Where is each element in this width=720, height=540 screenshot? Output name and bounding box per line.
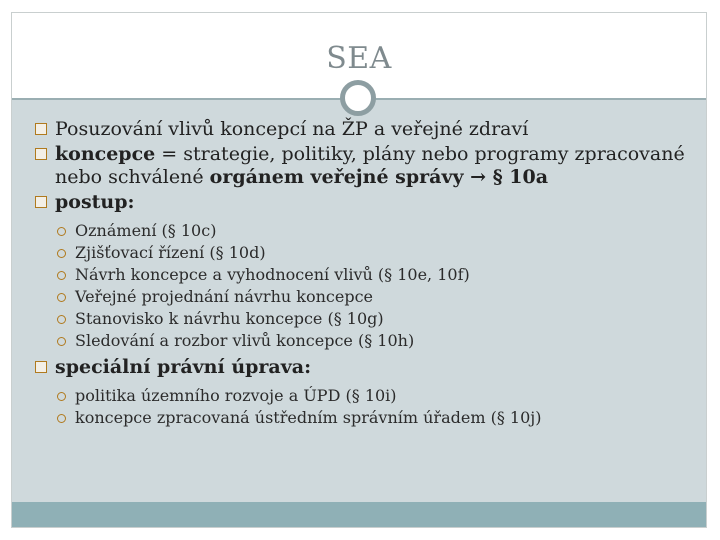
sub-item (53, 286, 695, 308)
sub-item (53, 385, 695, 407)
bullet-bold-ref: orgánem veřejné správy → § 10a (209, 166, 549, 188)
slide-title: SEA (326, 41, 392, 76)
bullet-bold-term: koncepce (55, 143, 156, 165)
sub-item-text: Zjišťovací řízení (§ 10d) (75, 243, 266, 262)
postup-sublist (53, 220, 695, 352)
sub-item-text: Sledování a rozbor vlivů koncepce (§ 10h) (75, 331, 415, 350)
special-sublist (53, 385, 695, 429)
circle-bullet-icon (57, 249, 66, 258)
bullet-item-3 (35, 191, 695, 214)
bullet-item-1 (35, 118, 695, 141)
circle-bullet-icon (57, 315, 66, 324)
sub-item (53, 330, 695, 352)
sub-item-text: koncepce zpracovaná ústředním správním úřadem (§ 10j) (75, 408, 542, 427)
bullet-text: Posuzování vlivů koncepcí na ŽP a veřejné zdraví (55, 118, 529, 140)
bullet-item-2 (35, 143, 695, 189)
sub-item-text: Návrh koncepce a vyhodnocení vlivů (§ 10e, 10f) (75, 265, 470, 284)
square-bullet-icon (35, 361, 47, 373)
circle-bullet-icon (57, 271, 66, 280)
square-bullet-icon (35, 196, 47, 208)
sub-item (53, 308, 695, 330)
square-bullet-icon (35, 148, 47, 160)
sub-item (53, 407, 695, 429)
circle-bullet-icon (57, 293, 66, 302)
sub-item-text: Veřejné projednání návrhu koncepce (75, 287, 373, 306)
sub-item (53, 264, 695, 286)
bullet-bold-term: speciální právní úprava: (55, 356, 312, 378)
footer-bar (12, 502, 706, 527)
sub-item-text: Oznámení (§ 10c) (75, 221, 217, 240)
circle-bullet-icon (57, 337, 66, 346)
circle-bullet-icon (57, 227, 66, 236)
bullet-item-4 (35, 356, 695, 379)
bullet-bold-term: postup: (55, 191, 135, 213)
sub-item-text: Stanovisko k návrhu koncepce (§ 10g) (75, 309, 384, 328)
sub-item-text: politika územního rozvoje a ÚPD (§ 10i) (75, 386, 397, 405)
circle-bullet-icon (57, 414, 66, 423)
circle-bullet-icon (57, 392, 66, 401)
sub-item (53, 242, 695, 264)
square-bullet-icon (35, 123, 47, 135)
decorative-circle-icon (340, 80, 376, 116)
sub-item (53, 220, 695, 242)
bullet-text: = strategie, politiky, plány nebo programy zpracované nebo schválené (55, 143, 685, 188)
bullet-list (35, 118, 695, 431)
